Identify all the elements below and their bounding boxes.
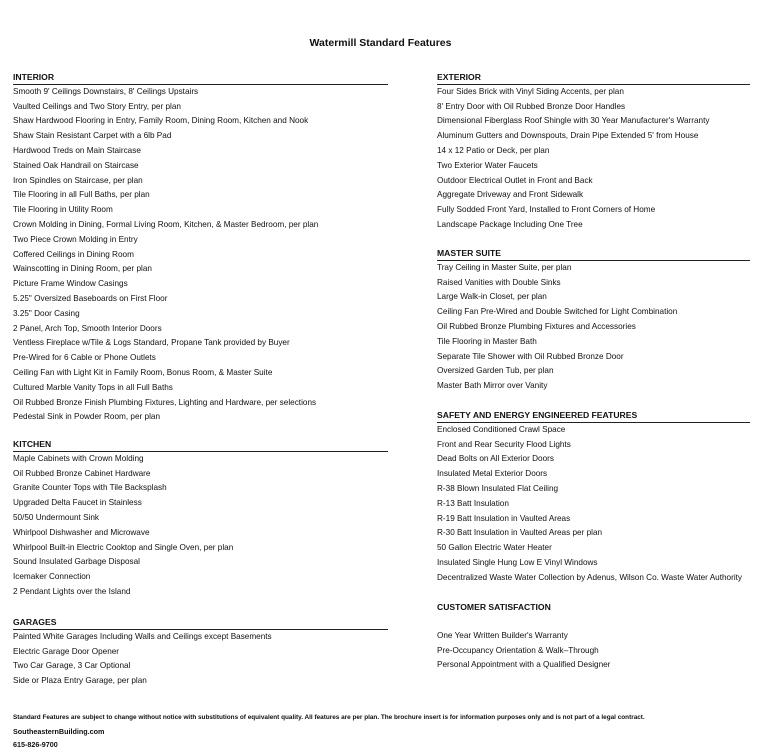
website-link[interactable]: SoutheasternBuilding.com: [13, 727, 105, 736]
feature-item: Insulated Single Hung Low E Vinyl Windows: [437, 557, 598, 567]
feature-item: Ventless Fireplace w/Tile & Logs Standard, Propane Tank provided by Buyer: [13, 338, 290, 348]
safety-heading: SAFETY AND ENERGY ENGINEERED FEATURES: [437, 408, 750, 423]
feature-item: Insulated Metal Exterior Doors: [437, 469, 548, 479]
feature-item: Front and Rear Security Flood Lights: [437, 439, 571, 449]
feature-item: Tile Flooring in Master Bath: [437, 336, 537, 346]
feature-item: Two Exterior Water Faucets: [437, 160, 538, 170]
feature-item: 14 x 12 Patio or Deck, per plan: [437, 145, 550, 155]
garages-heading: GARAGES: [13, 615, 388, 630]
feature-item: R-38 Blown Insulated Flat Ceiling: [437, 483, 559, 493]
interior-heading: INTERIOR: [13, 70, 388, 85]
feature-item: 50 Gallon Electric Water Heater: [437, 543, 552, 553]
phone-number: 615-826-9700: [13, 740, 58, 749]
feature-item: Shaw Stain Resistant Carpet with a 6lb Pad: [13, 131, 172, 141]
feature-item: 3.25" Door Casing: [13, 308, 80, 318]
feature-item: Icemaker Connection: [13, 572, 91, 582]
garages-list: [13, 630, 388, 689]
feature-item: Shaw Hardwood Flooring in Entry, Family Room, Dining Room, Kitchen and Nook: [13, 116, 309, 126]
garages-section: [13, 615, 388, 689]
feature-item: Maple Cabinets with Crown Molding: [13, 453, 144, 463]
kitchen-section: [13, 437, 388, 600]
feature-item: Two Car Garage, 3 Car Optional: [13, 661, 131, 671]
feature-item: Electric Garage Door Opener: [13, 646, 120, 656]
feature-item: One Year Written Builder's Warranty: [437, 630, 568, 640]
feature-item: Oil Rubbed Bronze Finish Plumbing Fixtures, Lighting and Hardware, per selections: [13, 397, 317, 407]
feature-item: Granite Counter Tops with Tile Backsplash: [13, 483, 167, 493]
feature-item: Vaulted Ceilings and Two Story Entry, per plan: [13, 101, 181, 111]
feature-item: R-19 Batt Insulation in Vaulted Areas: [437, 513, 571, 523]
feature-item: Iron Spindles on Staircase, per plan: [13, 175, 143, 185]
feature-item: Crown Molding in Dining, Formal Living Room, Kitchen, & Master Bedroom, per plan: [13, 219, 319, 229]
feature-item: Master Bath Mirror over Vanity: [437, 381, 548, 391]
feature-item: Landscape Package Including One Tree: [437, 219, 583, 229]
feature-item: Coffered Ceilings in Dining Room: [13, 249, 134, 259]
master-suite-section: [437, 246, 750, 394]
page-title: Watermill Standard Features: [309, 37, 452, 49]
feature-item: Personal Appointment with a Qualified Designer: [437, 660, 611, 670]
feature-item: Oversized Garden Tub, per plan: [437, 366, 554, 376]
feature-item: Picture Frame Window Casings: [13, 279, 128, 289]
feature-item: Tile Flooring in Utility Room: [13, 205, 113, 215]
exterior-heading: EXTERIOR: [437, 70, 750, 85]
feature-item: Decentralized Waste Water Collection by Adenus, Wilson Co. Waste Water Authority: [437, 572, 743, 582]
feature-item: 2 Panel, Arch Top, Smooth Interior Doors: [13, 323, 162, 333]
interior-section: [13, 70, 388, 425]
kitchen-heading: KITCHEN: [13, 437, 388, 452]
feature-item: Hardwood Treds on Main Staircase: [13, 145, 141, 155]
feature-item: Cultured Marble Vanity Tops in all Full Baths: [13, 382, 173, 392]
master-suite-heading: MASTER SUITE: [437, 246, 750, 261]
feature-item: Aggregate Driveway and Front Sidewalk: [437, 190, 584, 200]
feature-item: Pre-Wired for 6 Cable or Phone Outlets: [13, 353, 156, 363]
feature-item: Oil Rubbed Bronze Cabinet Hardware: [13, 468, 151, 478]
feature-item: Raised Vanities with Double Sinks: [437, 277, 561, 287]
feature-item: Enclosed Conditioned Crawl Space: [437, 424, 566, 434]
safety-section: [437, 408, 750, 586]
feature-item: Four Sides Brick with Vinyl Siding Accents, per plan: [437, 86, 624, 96]
exterior-section: [437, 70, 750, 233]
feature-item: Stained Oak Handrail on Staircase: [13, 160, 139, 170]
feature-item: Oil Rubbed Bronze Plumbing Fixtures and Accessories: [437, 321, 636, 331]
customer-section: [437, 600, 750, 673]
feature-item: Dimensional Fiberglass Roof Shingle with 30 Year Manufacturer's Warranty: [437, 116, 710, 126]
feature-item: R-13 Batt Insulation: [437, 498, 509, 508]
feature-item: Large Walk-in Closet, per plan: [437, 292, 547, 302]
feature-item: Ceiling Fan Pre-Wired and Double Switched for Light Combination: [437, 307, 678, 317]
feature-item: R-30 Batt Insulation in Vaulted Areas per plan: [437, 528, 603, 538]
feature-item: 8' Entry Door with Oil Rubbed Bronze Door Handles: [437, 101, 626, 111]
feature-item: Smooth 9' Ceilings Downstairs, 8' Ceilings Upstairs: [13, 86, 199, 96]
interior-list: [13, 85, 388, 425]
feature-item: Aluminum Gutters and Downspouts, Drain Pipe Extended 5' from House: [437, 131, 699, 141]
feature-item: Whirlpool Dishwasher and Microwave: [13, 527, 150, 537]
feature-item: Sound Insulated Garbage Disposal: [13, 557, 140, 567]
feature-item: Ceiling Fan with Light Kit in Family Room, Bonus Room, & Master Suite: [13, 367, 273, 377]
feature-item: Pre-Occupancy Orientation & Walk–Through: [437, 645, 599, 655]
safety-list: [437, 423, 750, 586]
feature-item: Separate Tile Shower with Oil Rubbed Bronze Door: [437, 351, 624, 361]
feature-item: Tile Flooring in all Full Baths, per plan: [13, 190, 150, 200]
kitchen-list: [13, 452, 388, 600]
feature-item: Painted White Garages Including Walls and Ceilings except Basements: [13, 631, 272, 641]
feature-item: Outdoor Electrical Outlet in Front and Back: [437, 175, 593, 185]
feature-item: Wainscotting in Dining Room, per plan: [13, 264, 152, 274]
feature-item: 5.25" Oversized Baseboards on First Floor: [13, 293, 168, 303]
feature-item: Two Piece Crown Molding in Entry: [13, 234, 138, 244]
exterior-list: [437, 85, 750, 233]
feature-item: Tray Ceiling in Master Suite, per plan: [437, 262, 572, 272]
feature-item: 50/50 Undermount Sink: [13, 512, 100, 522]
feature-item: Dead Bolts on All Exterior Doors: [437, 454, 554, 464]
feature-item: Whirlpool Built-in Electric Cooktop and Single Oven, per plan: [13, 542, 234, 552]
customer-list: [437, 629, 750, 673]
disclaimer: Standard Features are subject to change without notice with substitutions of equivalent quality. All features are per plan. The brochure insert is for information purposes only and is not part of a legal contract.: [13, 714, 645, 721]
feature-item: 2 Pendant Lights over the Island: [13, 586, 131, 596]
master-suite-list: [437, 261, 750, 394]
customer-heading: CUSTOMER SATISFACTION: [437, 602, 551, 612]
feature-item: Pedestal Sink in Powder Room, per plan: [13, 412, 160, 422]
feature-item: Upgraded Delta Faucet in Stainless: [13, 498, 142, 508]
feature-item: Fully Sodded Front Yard, Installed to Front Corners of Home: [437, 205, 656, 215]
feature-item: Side or Plaza Entry Garage, per plan: [13, 676, 147, 686]
